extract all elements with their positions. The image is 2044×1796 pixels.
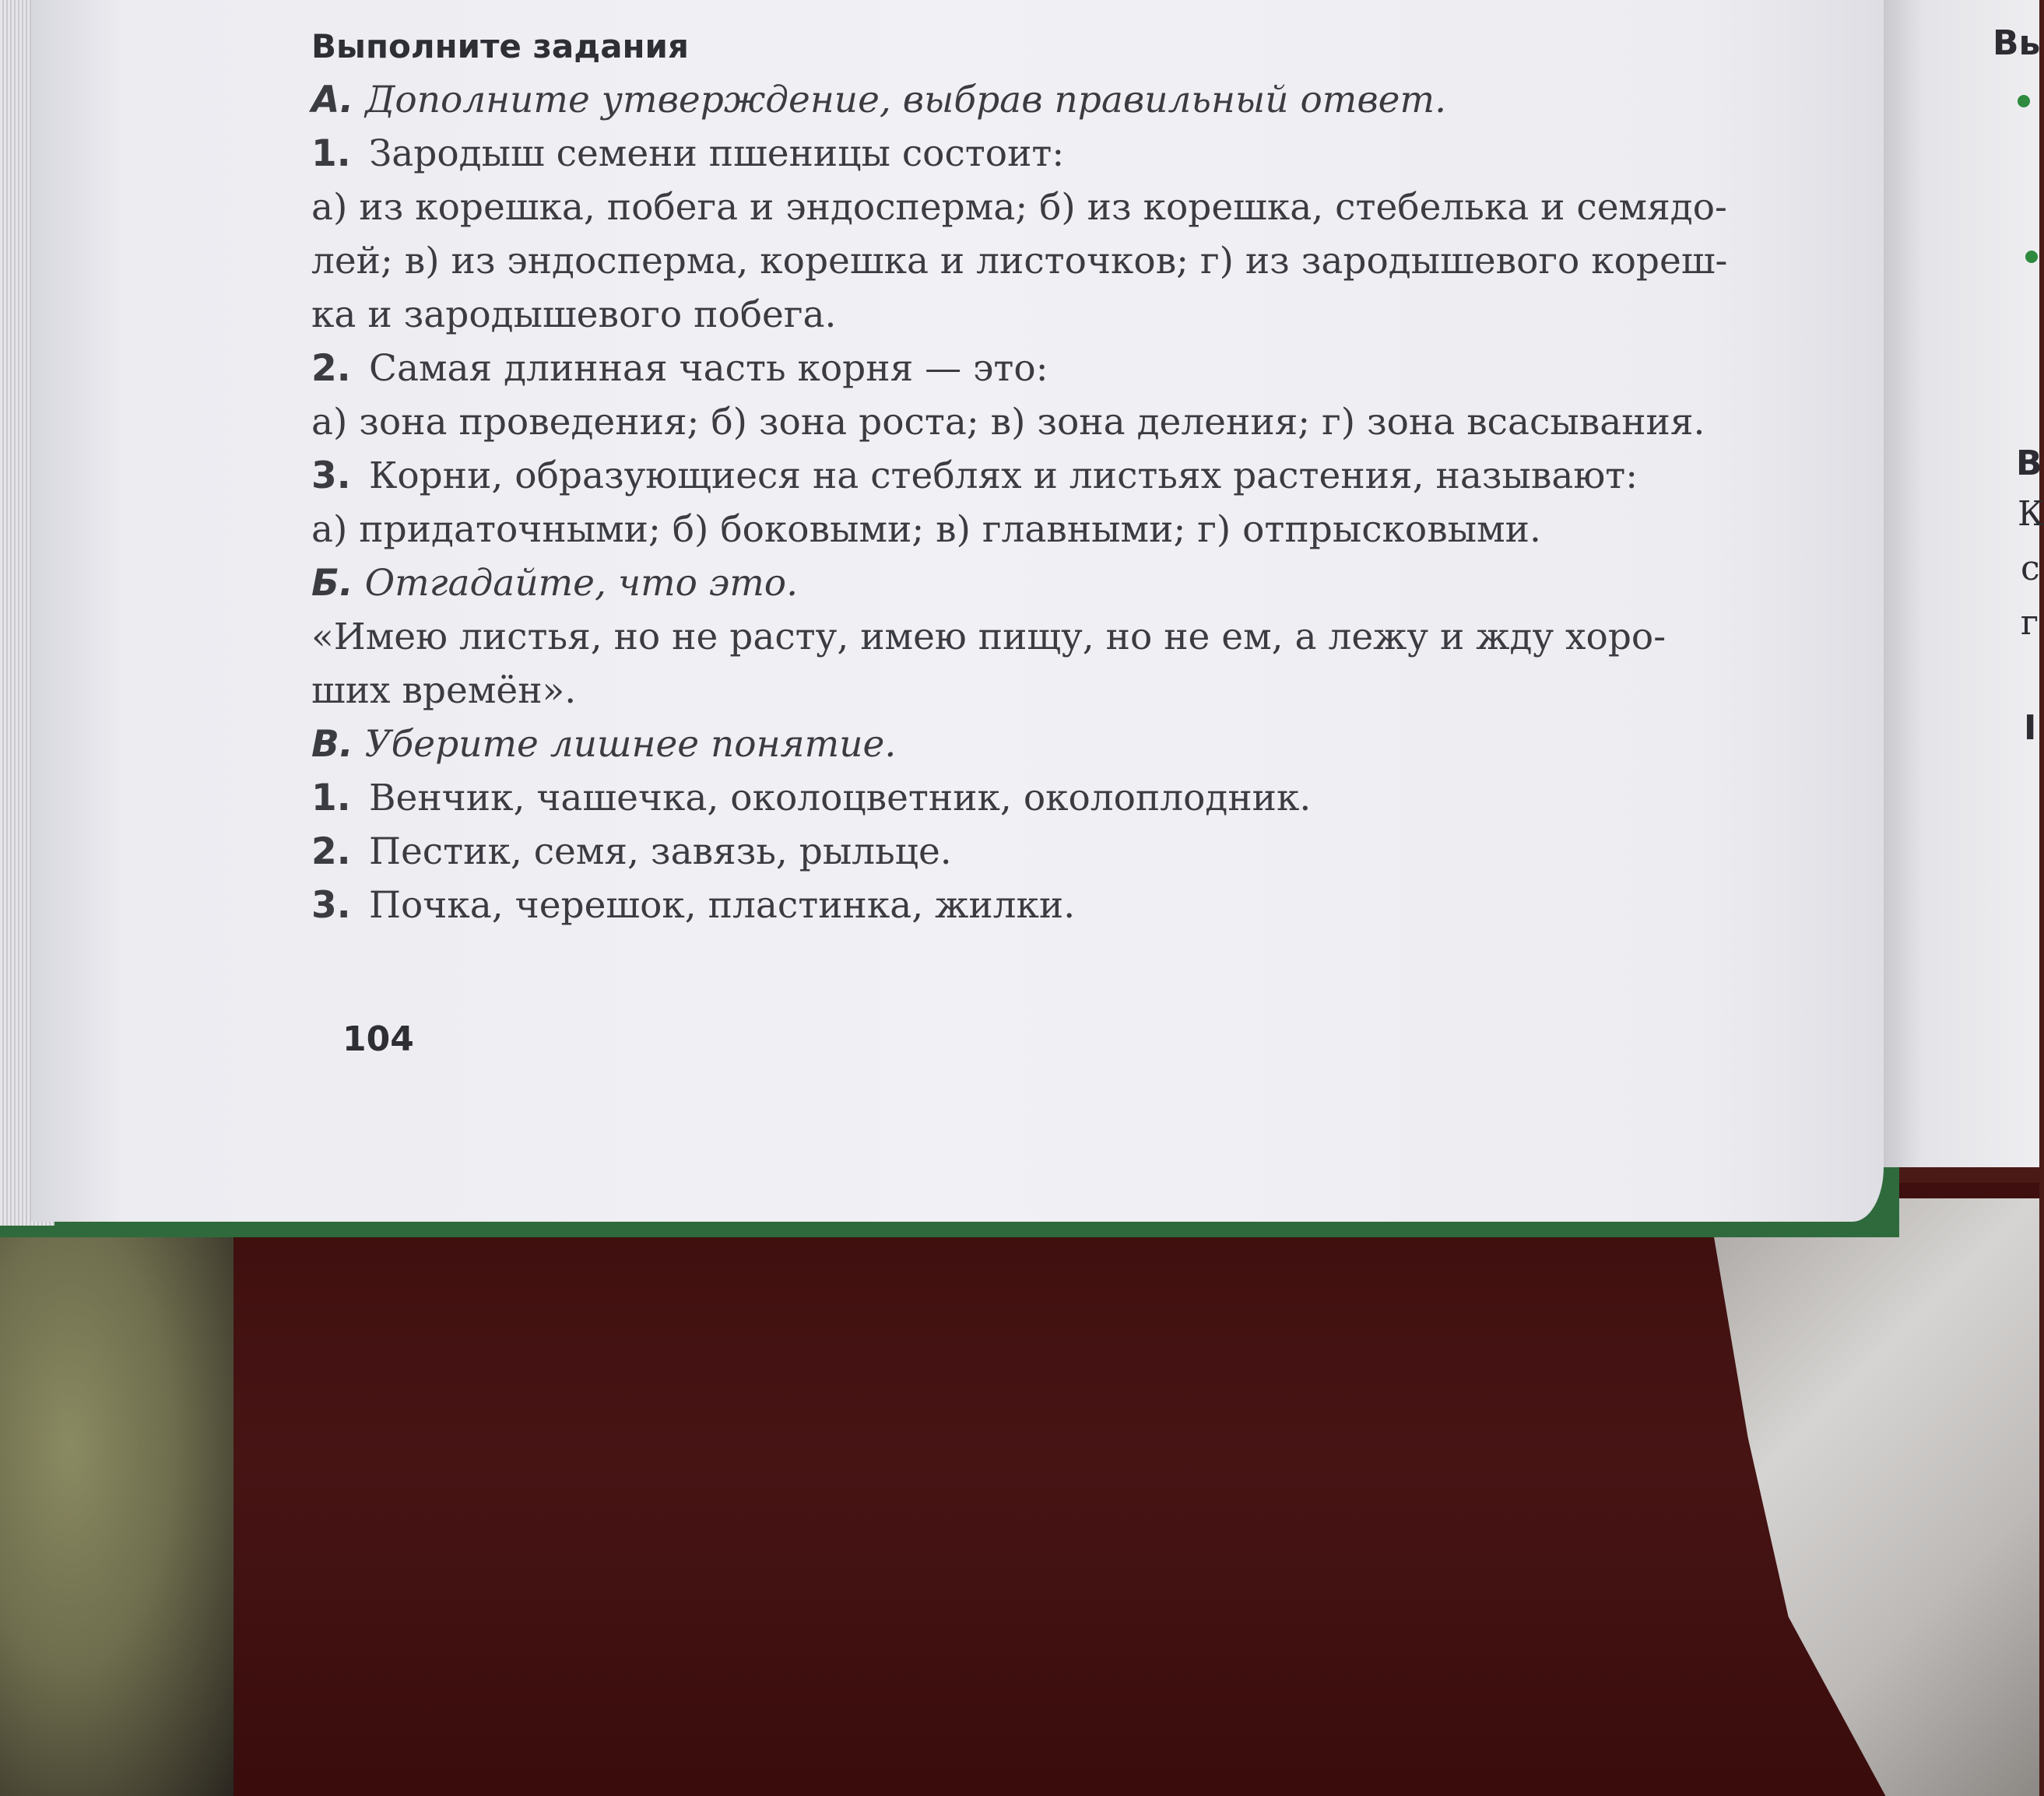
section-instruction: Уберите лишнее понятие. <box>364 723 897 766</box>
question-number: 3. <box>311 454 351 497</box>
item-text: Венчик, чашечка, околоцветник, околоплодник. <box>369 777 1312 819</box>
answer-line: а) зона проведения; б) зона роста; в) зона деления; г) зона всасывания. <box>311 401 1705 444</box>
question-number: 2. <box>311 347 351 390</box>
right-page-heading-fragment: Вь <box>1993 23 2041 63</box>
right-page-line: К <box>2018 494 2044 534</box>
right-page-section-fragment: В <box>2016 444 2042 483</box>
list-item <box>311 879 1853 932</box>
question-text: Корни, образующиеся на стеблях и листьях растения, называют: <box>369 454 1638 497</box>
answer-line: а) придаточными; б) боковыми; в) главными; г) отпрысковыми. <box>311 508 1541 551</box>
list-item <box>311 771 1853 825</box>
riddle-line: «Имею листья, но не расту, имею пищу, но не ем, а лежу и жду хоро- <box>311 616 1666 658</box>
item-number: 1. <box>311 777 351 819</box>
question <box>311 127 1853 181</box>
question-number: 1. <box>311 132 351 175</box>
book-page <box>31 0 1884 1222</box>
section-letter: В. <box>311 723 353 766</box>
answer-line: лей; в) из эндосперма, корешка и листочков; г) из зародышевого кореш- <box>311 240 1728 282</box>
section-letter: Б. <box>311 562 353 605</box>
question-text: Самая длинная часть корня — это: <box>369 347 1048 390</box>
right-page-line: с <box>2021 549 2040 588</box>
section-a-title <box>311 73 1853 127</box>
riddle-line: ших времён». <box>311 669 577 712</box>
section-letter: А. <box>311 79 354 121</box>
right-page-line: г <box>2021 603 2039 643</box>
list-item <box>311 825 1853 879</box>
section-b-title <box>311 556 1853 610</box>
question-text: Зародыш семени пшеницы состоит: <box>369 132 1065 175</box>
section-v-title <box>311 717 1853 771</box>
section-instruction: Отгадайте, что это. <box>364 562 799 605</box>
question <box>311 342 1853 395</box>
background-object <box>0 1214 234 1796</box>
page-number: 104 <box>342 1019 414 1059</box>
section-instruction: Дополните утверждение, выбрав правильный ответ. <box>365 79 1447 121</box>
answer-line: ка и зародышевого побега. <box>311 293 837 336</box>
right-page <box>1884 0 2044 1167</box>
answer-line: а) из корешка, побега и эндосперма; б) из корешка, стебелька и семядо- <box>311 186 1727 229</box>
right-page-fragment: I <box>2024 708 2037 748</box>
item-number: 3. <box>311 884 351 927</box>
page-content <box>311 19 1853 932</box>
page-heading: Выполните задания <box>311 27 689 65</box>
bullet-icon <box>2018 95 2030 107</box>
bullet-icon <box>2025 251 2038 263</box>
item-text: Пестик, семя, завязь, рыльце. <box>369 830 952 873</box>
question <box>311 449 1853 503</box>
item-text: Почка, черешок, пластинка, жилки. <box>369 884 1076 927</box>
item-number: 2. <box>311 830 351 873</box>
